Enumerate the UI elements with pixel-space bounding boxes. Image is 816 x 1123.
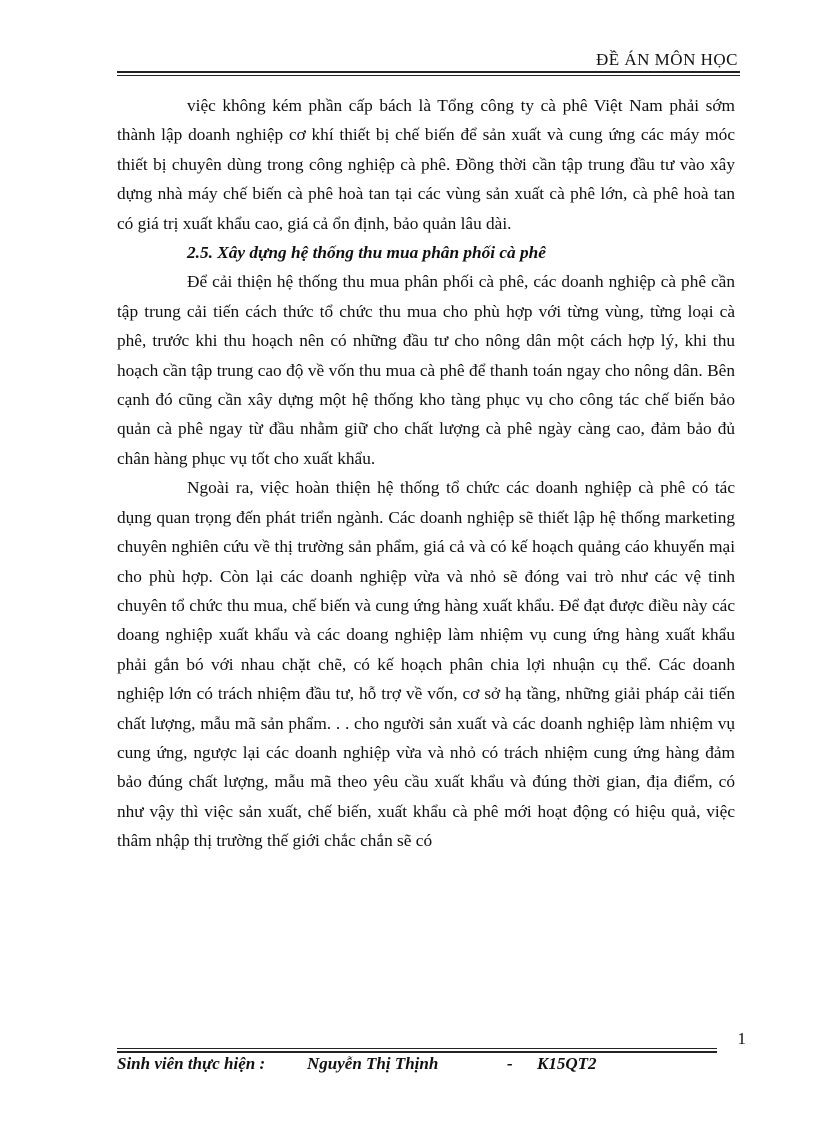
- footer-separator: -: [507, 1054, 513, 1073]
- paragraph-intro: việc không kém phần cấp bách là Tổng công ty cà phê Việt Nam phải sớm thành lập doanh nghiệp cơ khí thiết bị chế biến để sản xuất và cung ứng các máy móc thiết bị chuyên dùng trong công nghiệp cà phê. Đồng thời cần tập trung đầu tư vào xây dựng nhà máy chế biến cà phê hoà tan tại các vùng sản xuất cà phê lớn, cà phê hoà tan có giá trị xuất khẩu cao, giá cả ổn định, bảo quản lâu dài.: [117, 96, 735, 233]
- footer-author-label: Sinh viên thực hiện :: [117, 1054, 266, 1073]
- page-footer: [117, 1054, 677, 1074]
- header-divider: [117, 71, 740, 76]
- paragraph-distribution: Để cải thiện hệ thống thu mua phân phối cà phê, các doanh nghiệp cà phê cần tập trung cải tiến cách thức tổ chức thu mua cho phù hợp với từng vùng, từng loại cà phê, trước khi thu hoạch nên có những đầu tư cho nông dân một cách hợp lý, khi thu hoạch cần tập trung cao độ về vốn thu mua cà phê để thanh toán ngay cho nông dân. Bên cạnh đó cũng cần xây dựng một hệ thống kho tàng phục vụ cho công tác chế biến bảo quản cà phê ngay từ đầu nhằm giữ cho chất lượng cà phê ngày càng cao, đảm bảo đủ chân hàng phục vụ tốt cho xuất khẩu.: [117, 272, 735, 468]
- document-body: [117, 91, 735, 856]
- footer-divider: [117, 1048, 717, 1053]
- paragraph-organization: Ngoài ra, việc hoàn thiện hệ thống tổ chức các doanh nghiệp cà phê có tác dụng quan trọng đến phát triển ngành. Các doanh nghiệp sẽ thiết lập hệ thống marketing chuyên nghiên cứu về thị trường sản phẩm, giá cả và có kế hoạch quảng cáo khuyến mại cho phù hợp. Còn lại các doanh nghiệp vừa và nhỏ sẽ đóng vai trò như các vệ tinh chuyên tổ chức thu mua, chế biến và cung ứng hàng xuất khẩu. Để đạt được điều này các doang nghiệp xuất khẩu và các doang nghiệp làm nhiệm vụ cung ứng hàng xuất khẩu phải gắn bó với nhau chặt chẽ, có kế hoạch phân chia lợi nhuận cụ thể. Các doanh nghiệp lớn có trách nhiệm đầu tư, hỗ trợ về vốn, cơ sở hạ tầng, những giải pháp cải tiến chất lượng, mẫu mã sản phẩm. . . cho người sản xuất và các doanh nghiệp làm nhiệm vụ cung ứng, ngược lại các doanh nghiệp vừa và nhỏ có trách nhiệm cung ứng hàng đảm bảo đúng chất lượng, mẫu mã theo yêu cầu xuất khẩu và đúng thời gian, địa điểm, có như vậy thì việc sản xuất, chế biến, xuất khẩu cà phê mới hoạt động có hiệu quả, việc thâm nhập thị trường thế giới chắc chắn sẽ có: [117, 478, 735, 851]
- document-title: ĐỀ ÁN MÔN HỌC: [595, 50, 738, 69]
- footer-class-code: K15QT2: [537, 1054, 597, 1073]
- page-number: 1: [737, 1029, 746, 1048]
- section-heading: 2.5. Xây dựng hệ thống thu mua phân phối cà phê: [187, 243, 546, 263]
- footer-author-name: Nguyễn Thị Thịnh: [307, 1054, 439, 1073]
